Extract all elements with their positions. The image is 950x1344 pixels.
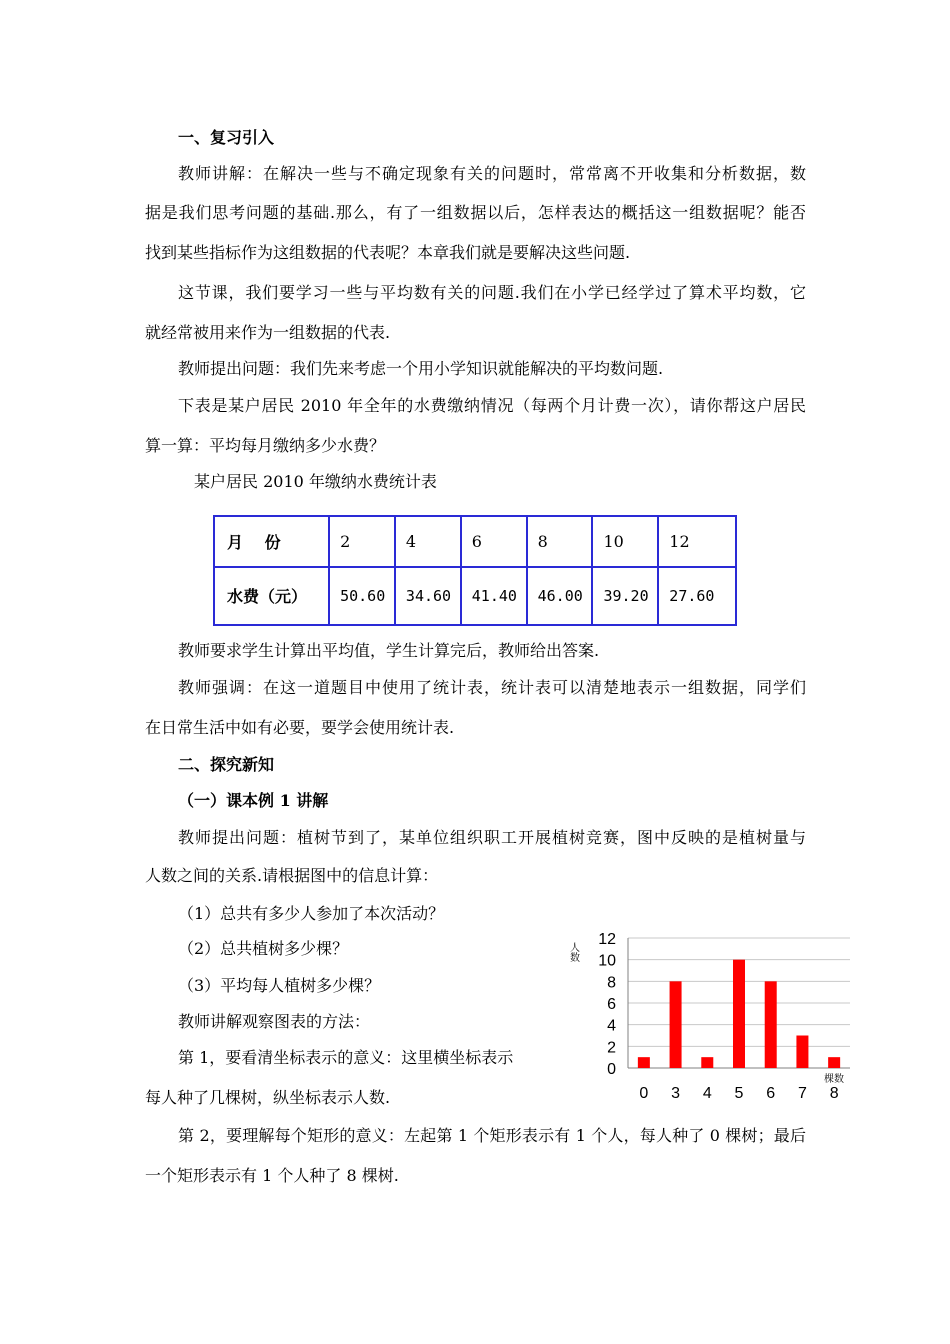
paragraph-line: 算一算：平均每月缴纳多少水费？ (145, 436, 386, 455)
section-2-title: 二、探究新知 (178, 755, 275, 774)
question-1: （1）总共有多少人参加了本次活动？ (178, 904, 445, 923)
paragraph-line: 据是我们思考问题的基础.那么，有了一组数据以后，怎样表达的概括这一组数据呢？能否 (145, 203, 806, 222)
bar (670, 981, 682, 1068)
table-row (214, 567, 736, 625)
paragraph-line: 教师讲解：在解决一些与不确定现象有关的问题时，常常离不开收集和分析数据，数 (178, 164, 806, 183)
y-tick-label: 6 (607, 996, 616, 1013)
bar (828, 1057, 840, 1068)
y-tick-label: 0 (607, 1061, 616, 1078)
section-1-title: 一、复习引入 (178, 128, 275, 147)
table-cell: 39.20 (592, 567, 658, 625)
paragraph-line: 教师要求学生计算出平均值，学生计算完后，教师给出答案. (178, 641, 600, 660)
y-tick-label: 12 (598, 931, 616, 948)
paragraph-line: 每人种了几棵树，纵坐标表示人数. (145, 1088, 391, 1107)
bar (733, 960, 745, 1068)
x-tick-label: 5 (734, 1085, 744, 1102)
x-tick-label: 7 (797, 1085, 807, 1102)
paragraph-line: 教师提出问题：我们先来考虑一个用小学知识就能解决的平均数问题. (178, 359, 664, 378)
x-tick-label: 3 (671, 1085, 681, 1102)
table-cell: 46.00 (527, 567, 593, 625)
x-axis-label: 棵数 (824, 1074, 844, 1085)
paragraph-line: 第 1，要看清坐标表示的意义：这里横坐标表示 (178, 1048, 514, 1067)
y-axis-label: 人数 (567, 942, 579, 962)
paragraph-line: 这节课，我们要学习一些与平均数有关的问题.我们在小学已经学过了算术平均数，它 (178, 283, 806, 302)
y-tick-label: 2 (607, 1039, 616, 1057)
table-cell: 4 (395, 516, 461, 567)
bar (701, 1057, 713, 1068)
question-3: （3）平均每人植树多少棵？ (178, 976, 381, 995)
y-tick-label: 8 (607, 974, 616, 992)
paragraph-line: 就经常被用来作为一组数据的代表. (145, 323, 391, 342)
table-cell: 50.60 (329, 567, 395, 625)
table-header-cell: 月 份 (214, 516, 329, 567)
y-tick-label: 4 (607, 1017, 616, 1035)
x-tick-label: 8 (829, 1085, 839, 1102)
x-tick-label: 0 (639, 1085, 649, 1102)
paragraph-line: 下表是某户居民 2010 年全年的水费缴纳情况（每两个月计费一次），请你帮这户居民 (178, 396, 806, 415)
table-cell: 2 (329, 516, 395, 567)
table-cell: 6 (461, 516, 527, 567)
table-cell: 27.60 (658, 567, 736, 625)
question-2: （2）总共植树多少棵？ (178, 939, 349, 958)
paragraph-line: 在日常生活中如有必要，要学会使用统计表. (145, 718, 455, 737)
bar (638, 1057, 650, 1068)
paragraph-line: 找到某些指标作为这组数据的代表呢？本章我们就是要解决这些问题. (145, 243, 631, 262)
table-caption: 某户居民 2010 年缴纳水费统计表 (194, 472, 437, 491)
y-tick-label: 10 (598, 952, 616, 970)
water-fee-table (213, 515, 737, 626)
table-cell: 41.40 (461, 567, 527, 625)
paragraph-line: 人数之间的关系.请根据图中的信息计算： (145, 866, 439, 885)
table-cell: 12 (658, 516, 736, 567)
x-tick-label: 4 (702, 1085, 712, 1102)
bar (765, 981, 777, 1068)
paragraph-line: 教师讲解观察图表的方法： (178, 1012, 371, 1031)
tree-planting-bar-chart (560, 920, 860, 1110)
table-cell: 8 (527, 516, 593, 567)
paragraph-line: 第 2，要理解每个矩形的意义：左起第 1 个矩形表示有 1 个人，每人种了 0 棵树；最后 (178, 1126, 806, 1145)
paragraph-line: 一个矩形表示有 1 个人种了 8 棵树. (145, 1166, 399, 1185)
table-header-cell: 水费（元） (214, 567, 329, 625)
paragraph-line: 教师强调：在这一道题目中使用了统计表，统计表可以清楚地表示一组数据，同学们 (178, 678, 806, 697)
table-cell: 10 (592, 516, 658, 567)
section-2-subtitle: （一）课本例 1 讲解 (178, 791, 329, 810)
bar (796, 1036, 808, 1069)
table-row (214, 516, 736, 567)
paragraph-line: 教师提出问题：植树节到了，某单位组织职工开展植树竞赛，图中反映的是植树量与 (178, 828, 806, 847)
x-tick-label: 6 (766, 1085, 776, 1102)
table-cell: 34.60 (395, 567, 461, 625)
